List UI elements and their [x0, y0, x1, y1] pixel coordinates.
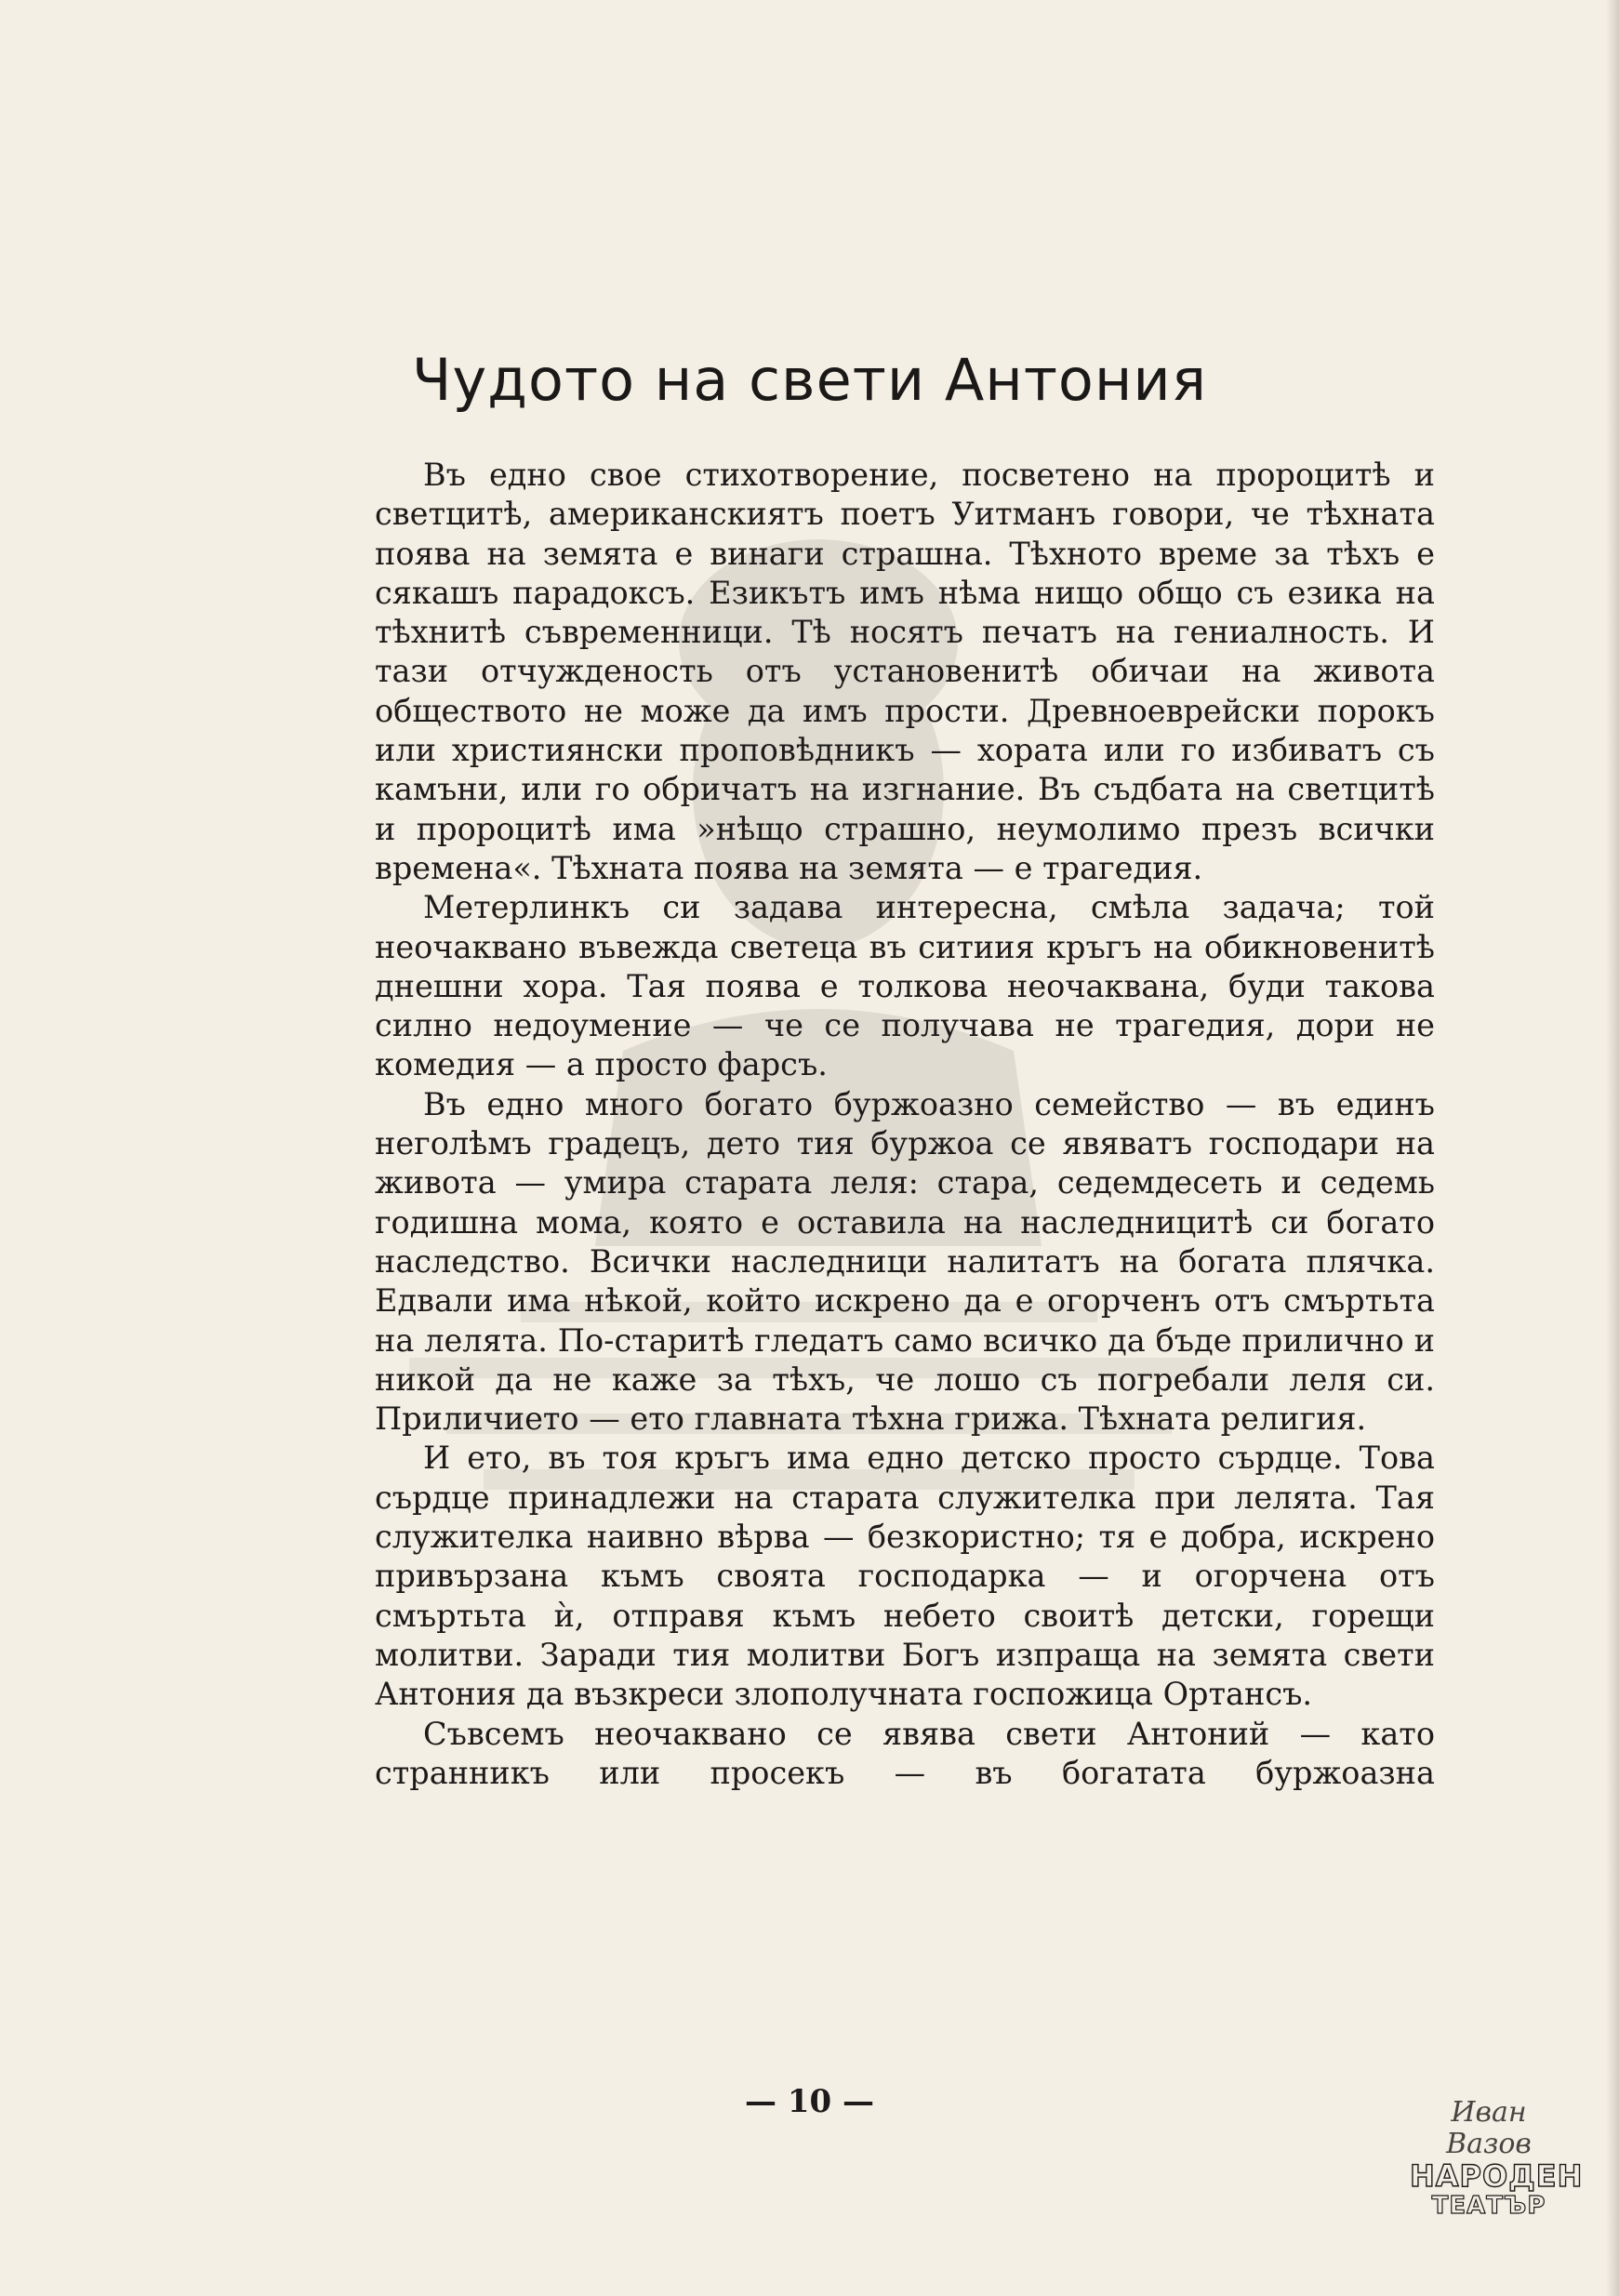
logo-line-1: НАРОДЕН [1410, 2158, 1584, 2194]
page-number: — 10 — [745, 2083, 874, 2120]
paragraph: Въ едно много богато буржоазно семейство — въ единъ неголѣмъ градецъ, дето тия буржоа се явяватъ господари на живота — умира старата леля: стара, седемдесеть и седемь годишна мома, която е оставила на наследницитѣ си богато наследство. Всички наследници налитатъ на богата плячка. Едвали има нѣкой, който искрено да е огорченъ отъ смъртьта на лелята. По-старитѣ гледатъ само всичко да бъде прилично и никой да не каже за тѣхъ, че лошо съ погребали леля си. Приличието — ето главната тѣхна грижа. Тѣхната религия. [375, 1085, 1435, 1438]
logo-signature: Иван Вазов [1446, 2096, 1532, 2160]
page-title: Чудото на свети Антония [411, 346, 1207, 414]
article-body [375, 456, 1435, 1793]
logo-line-2: ТЕАТЪР [1431, 2192, 1546, 2220]
theatre-logo [1410, 2096, 1584, 2220]
paragraph: Въ едно свое стихотворение, посветено на пророцитѣ и светцитѣ, американскиятъ поетъ Уитманъ говори, че тѣхната поява на земята е винаги страшна. Тѣхното време за тѣхъ е сякашъ парадоксъ. Езикътъ имъ нѣма нищо общо съ езика на тѣхнитѣ съвременници. Тѣ носятъ печатъ на гениалность. И тази отчужденость отъ установенитѣ обичаи на живота обществото не може да имъ прости. Древноеврейски порокъ или християнски проповѣдникъ — хората или го избиватъ съ камъни, или го обричатъ на изгнание. Въ съдбата на светцитѣ и пророцитѣ има »нѣщо страшно, неумолимо презъ всички времена«. Тѣхната поява на земята — е трагедия. [375, 457, 1435, 886]
paragraph: И ето, въ тоя кръгъ има едно детско просто сърдце. Това сърдце принадлежи на старата служителка при лелята. Тая служителка наивно вѣрва — безкористно; тя е добра, искрено привързана къмъ своята господарка — и огорчена отъ смъртьта ѝ, отправя къмъ небето своитѣ детски, горещи молитви. Заради тия молитви Богъ изпраща на земята свети Антония да възкреси злополучната госпожица Ортансъ. [375, 1440, 1435, 1713]
page-edge-shadow [1606, 0, 1619, 2296]
paragraph: Метерлинкъ си задава интересна, смѣла задача; той неочаквано въвежда светеца въ ситиия кръгъ на обикновенитѣ днешни хора. Тая поява е толкова неочаквана, буди такова силно недоумение — че се получава не трагедия, дори не комедия — а просто фарсъ. [375, 889, 1435, 1083]
paragraph: Съвсемъ неочаквано се явява свети Антоний — като странникъ или просекъ — въ богатата буржоазна [375, 1715, 1435, 1791]
